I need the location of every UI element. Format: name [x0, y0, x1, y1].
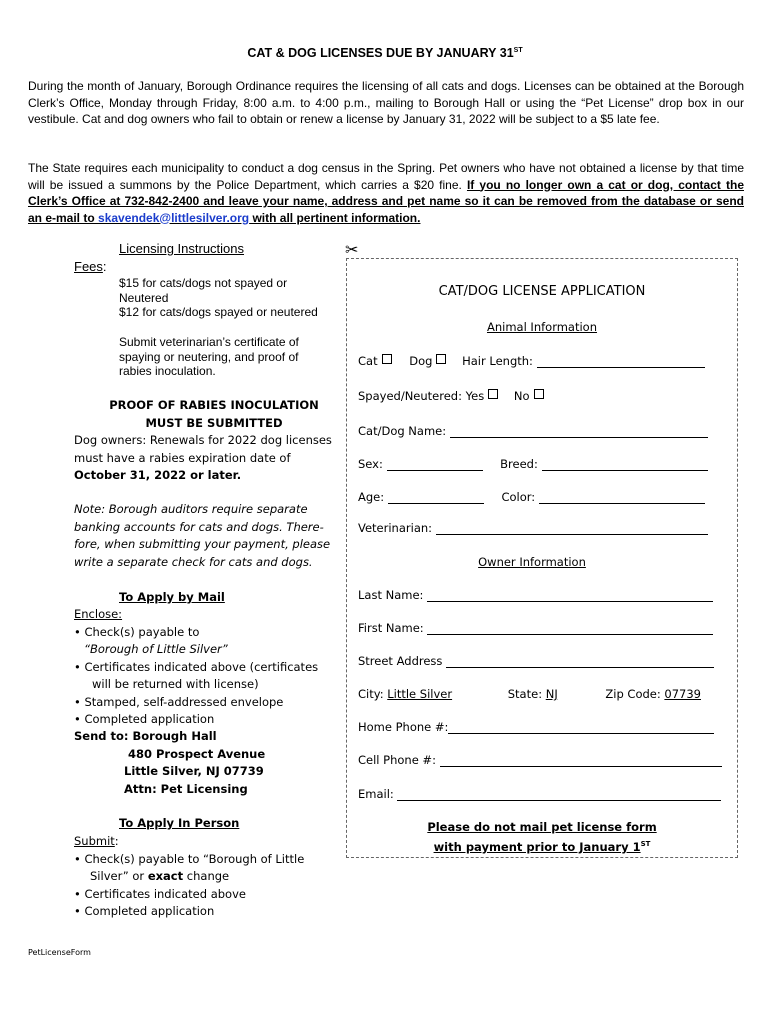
cat-checkbox[interactable] — [382, 354, 392, 364]
cell-phone-field[interactable] — [440, 754, 722, 767]
rabies-proof-heading: PROOF OF RABIES INOCULATION MUST BE SUBMITTED — [109, 398, 319, 430]
fee-unspayed: $15 for cats/dogs not spayed or Neutered — [119, 276, 288, 305]
footer-label: PetLicenseForm — [28, 948, 91, 957]
home-phone-row: Home Phone #: — [358, 720, 714, 734]
auditor-note: Note: Borough auditors require separate banking accounts for cats and dogs. There- fore, when submitting your payment, please write a separate check for cats and dogs. — [74, 502, 331, 569]
fee-spayed: $12 for cats/dogs spayed or neutered — [119, 305, 318, 319]
renewal-text: Dog owners: Renewals for 2022 dog licenses must have a rabies expiration date of October 31, 2022 or later. — [74, 433, 332, 482]
apply-in-person-heading: To Apply In Person — [119, 816, 240, 830]
licensing-heading: Licensing Instructions — [119, 241, 245, 256]
page-title: CAT & DOG LICENSES DUE BY JANUARY 31ST — [247, 46, 523, 60]
first-name-row: First Name: — [358, 621, 713, 635]
spayed-no-checkbox[interactable] — [534, 389, 544, 399]
zip-value: 07739 — [664, 687, 701, 701]
scissors-icon: ✂ — [345, 242, 359, 259]
census-paragraph: The State requires each municipality to conduct a dog census in the Spring. Pet owners who have not obtained a license by that time will be issued a summons by the Police Department, which carries a $20 fine. If you no longer own a cat or dog, contact the Clerk’s Office at 732-842-2400 and leave your name, address and pet name so it can be removed from the database or send an e-mail to skavendek@littlesilver.org with all pertinent information. — [28, 161, 744, 225]
fees-label: Fees: — [74, 259, 107, 274]
email-field[interactable] — [397, 788, 721, 801]
color-field[interactable] — [539, 491, 705, 504]
spayed-yes-checkbox[interactable] — [488, 389, 498, 399]
owner-info-heading: Owner Information — [478, 555, 586, 569]
age-color-row: Age: Color: — [358, 490, 705, 504]
city-state-zip-row: City: Little Silver State: NJ Zip Code: 07739 — [358, 687, 701, 701]
spayed-row: Spayed/Neutered: Yes No — [358, 389, 544, 403]
last-name-field[interactable] — [427, 589, 713, 602]
intro-paragraph: During the month of January, Borough Ordinance requires the licensing of all cats and dogs. Licenses can be obtained at the Borough Clerk’s Office, Monday through Friday, 8:00 a.m. to 4:00 p.m., mailing to Borough Hall or using the “Pet License” drop box in our vestibule. Cat and dog owners who fail to obtain or renew a license by January 31, 2022 will be subject to a $5 late fee. — [28, 79, 744, 126]
hair-length-field[interactable] — [537, 355, 705, 368]
mail-instructions: Enclose: • Check(s) payable to “Borough of Little Silver” • Certificates indicated above (certificates will be returned with license) • Stamped, self-addressed envelope • Completed application — [74, 607, 319, 726]
age-field[interactable] — [388, 491, 484, 504]
pet-name-field[interactable] — [450, 425, 708, 438]
first-name-field[interactable] — [427, 622, 713, 635]
species-row: Cat Dog Hair Length: — [358, 354, 705, 368]
mail-warning: Please do not mail pet license form with payment prior to January 1ST — [427, 820, 657, 854]
cell-phone-row: Cell Phone #: — [358, 753, 722, 767]
state-value: NJ — [545, 687, 558, 701]
in-person-instructions: Submit: • Check(s) payable to “Borough of Little Silver” or exact change • Certificates indicated above • Completed application — [74, 834, 305, 918]
email-row: Email: — [358, 787, 721, 801]
sex-breed-row: Sex: Breed: — [358, 457, 708, 471]
submit-certificate-text: Submit veterinarian’s certificate of spaying or neutering, and proof of rabies inoculation. — [119, 335, 299, 378]
last-name-row: Last Name: — [358, 588, 713, 602]
dog-checkbox[interactable] — [436, 354, 446, 364]
veterinarian-field[interactable] — [436, 522, 708, 535]
street-row: Street Address — [358, 654, 714, 668]
home-phone-field[interactable] — [448, 721, 714, 734]
vet-row: Veterinarian: — [358, 521, 708, 535]
pet-name-row: Cat/Dog Name: — [358, 424, 708, 438]
animal-info-heading: Animal Information — [486, 320, 598, 334]
send-to-address: Send to: Borough Hall 480 Prospect Avenue Little Silver, NJ 07739 Attn: Pet Licensing — [74, 729, 266, 796]
breed-field[interactable] — [542, 458, 708, 471]
apply-by-mail-heading: To Apply by Mail — [119, 590, 225, 604]
sex-field[interactable] — [387, 458, 483, 471]
clerk-email-link[interactable]: skavendek@littlesilver.org — [98, 210, 250, 225]
form-title: CAT/DOG LICENSE APPLICATION — [438, 284, 646, 299]
street-address-field[interactable] — [446, 655, 714, 668]
city-value: Little Silver — [387, 687, 453, 701]
